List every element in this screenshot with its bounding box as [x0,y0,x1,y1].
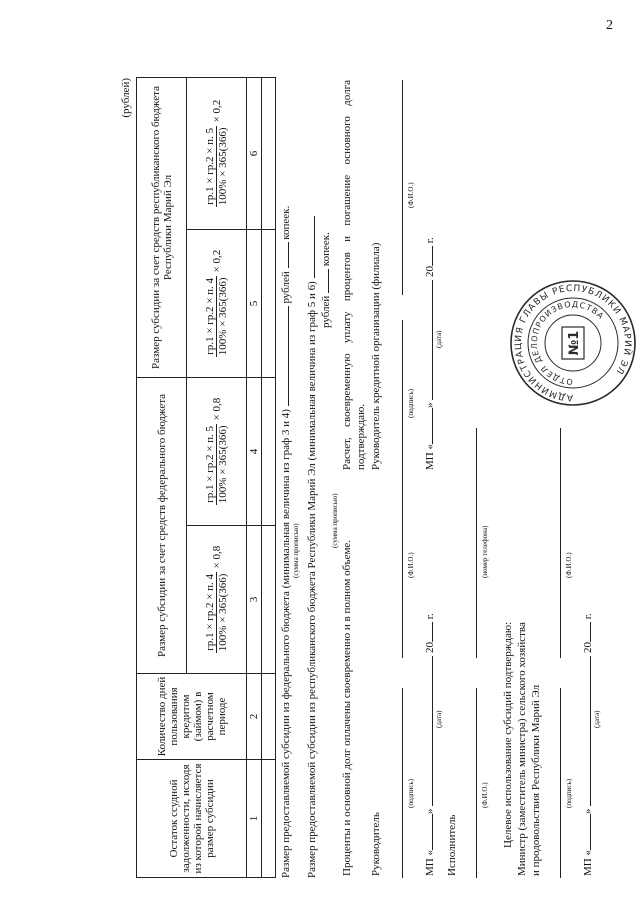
rotated-form [110,48,633,878]
stamp-outer-text: АДМИНИСТРАЦИЯ ГЛАВЫ РЕСПУБЛИКИ МАРИЙ ЭЛ [513,283,633,403]
header-federal: Размер субсидии за счет средств федерального бюджета [137,377,187,673]
col-number: 4 [247,377,262,525]
header-days: Количество дней пользования кредитом (займом) в расчетном периоде [137,674,247,760]
minister-date-line: МП «» 20 г. [582,613,594,876]
fio-caption: (Ф.И.О.) [407,552,415,578]
formula-col3: гр.1 × гр.2 × п. 4 100% × 365(366) × 0,8 [187,526,247,674]
col-number: 2 [247,674,262,760]
head-date-line: МП «» 20 г. [424,613,436,876]
col-number: 1 [247,760,262,878]
minister-signature-line [550,418,564,878]
formula-col6: гр.1 × гр.2 × п. 5 100% × 365(366) × 0,2 [187,77,247,229]
column-numbers-row [247,77,262,877]
col-number: 5 [247,229,262,377]
currency-note: (рублей) [120,78,132,118]
fio-caption: (Ф.И.О.) [481,782,489,808]
page-number: 2 [606,18,613,33]
fio-caption: (Ф.И.О.) [565,552,573,578]
head-signature-line [392,418,406,878]
head-label: Руководитель [370,812,382,876]
phone-caption: (номер телефона) [481,525,489,578]
col-number: 6 [247,77,262,229]
ministry-heading: Целевое использование субсидий подтверждаю: [502,621,514,848]
federal-subsidy-line: Размер предоставляемой субсидии из федерального бюджета (минимальная величина из граф 3 и 4) рублей копеек. [280,205,292,878]
signature-caption: (подпись) [407,778,415,808]
official-stamp [508,278,638,408]
ministry-line1: Министр (заместитель министра) сельского хозяйства [516,622,528,876]
org-head-signature-line [392,70,406,470]
ministry-line2: и продовольствия Республики Марий Эл [530,684,542,876]
fio-caption: (Ф.И.О.) [407,182,415,208]
stamp-inner-text: ОТДЕЛ ДЕЛОПРОИЗВОДСТВА [529,299,606,387]
date-caption: (дата) [435,330,443,348]
subsidy-table [136,77,276,878]
date-caption: (дата) [593,710,601,728]
sum-words-caption: (сумма прописью) [331,493,339,548]
calculation-confirmation: Расчет, своевременную уплату процентов и погашение основного долга подтверждаю. [341,80,367,470]
republic-subsidy-amount: рублей копеек. [320,232,332,328]
col-number: 3 [247,526,262,674]
header-loan-balance: Остаток ссудной задолженности, исходя из которой начисляется размер субсидии [137,760,247,878]
executor-label: Исполнитель [446,814,458,876]
org-head-date-line: МП «» 20 г. [424,237,436,470]
interest-paid-statement: Проценты и основной долг оплачены своевременно и в полном объеме. [341,539,353,876]
empty-data-row [262,77,276,877]
org-head-label: Руководитель кредитной организации (филиала) [370,242,382,470]
date-caption: (дата) [435,710,443,728]
republic-subsidy-line: Размер предоставляемой субсидии из республиканского бюджета Республики Марий Эл (минимальная величина из граф 5 и 6) [304,216,318,878]
formula-col5: гр.1 × гр.2 × п. 4 100% × 365(366) × 0,2 [187,229,247,377]
stamp-number: №1 [567,330,582,356]
header-republic: Размер субсидии за счет средств республиканского бюджета Республики Марий Эл [137,77,187,377]
signature-caption: (подпись) [407,388,415,418]
executor-line [468,418,480,878]
formula-col4: гр.1 × гр.2 × п. 5 100% × 365(366) × 0,8 [187,377,247,525]
signature-caption: (подпись) [565,778,573,808]
sum-words-caption: (сумма прописью) [292,523,300,578]
